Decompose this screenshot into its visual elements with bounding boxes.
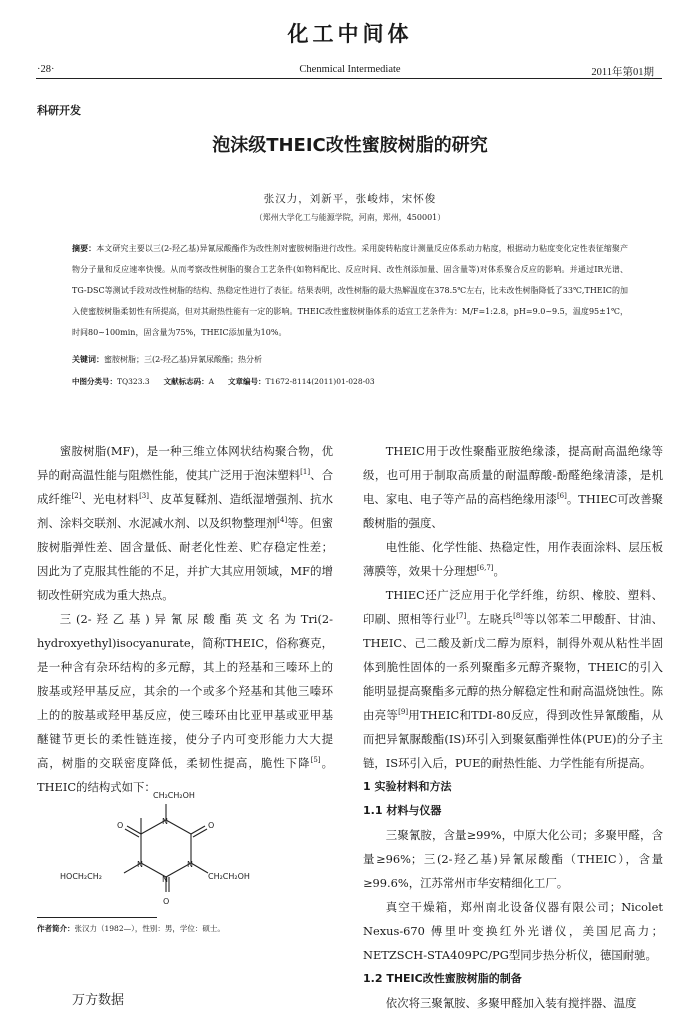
structure-label-top: CH₂CH₂OH <box>153 791 195 800</box>
citation[interactable]: [8] <box>513 612 524 621</box>
citation[interactable]: [9] <box>398 708 409 717</box>
subsection-heading: 1.2 THEIC改性蜜胺树脂的制备 <box>363 972 522 985</box>
watermark: 万方数据 <box>72 993 125 1008</box>
paragraph: 依次将三聚氰胺、多聚甲醛加入装有搅拌器、温度 <box>385 996 637 1010</box>
page-number: ·28· <box>37 64 55 75</box>
keywords <box>72 354 262 365</box>
footnote-label: 作者简介： <box>37 924 75 933</box>
structure-label-o: O <box>163 897 170 906</box>
author-footnote <box>37 923 225 934</box>
doc-code-label: 文献标志码： <box>163 377 209 386</box>
right-column <box>363 439 663 1015</box>
citation[interactable]: [3] <box>139 492 149 501</box>
journal-english-name: Chenmical Intermediate <box>299 64 401 75</box>
abstract-line: 响。并通过IR光谱、TG-DSC等测试手段对改性树脂的结构、热稳定性进行了表征。结果表明，改性树脂的最大热解温度在378.5℃左右，比未改性树 <box>72 265 628 295</box>
section-tag: 科研开发 <box>37 104 81 117</box>
structure-label-right: CH₂CH₂OH <box>208 872 250 881</box>
citation[interactable]: [7] <box>456 612 467 621</box>
authors: 张汉力，刘新平，张峻炜，宋怀俊 <box>263 193 437 205</box>
citation[interactable]: [5] <box>310 756 321 765</box>
issue-number: 2011年第01期 <box>591 67 654 78</box>
structure-label-n: N <box>187 860 193 869</box>
paragraph: 蜜胺树脂(MF)，是一种三维立体网状结构聚合物，优异的耐高温性能与阻燃性能，使其广泛用于泡沫塑料[1]、合成纤维[2]、光电材料[3]、皮革复鞣剂、造纸湿增强剂、抗水剂、涂料交联剂、水泥减水剂、以及织物整理剂[4]等。但蜜胺树脂弹性差、固含量低、耐老化性差、贮存稳定性差；因此为了克服其性能的不足，并扩大其应用领域，MF的增韧改性研究成为重大热点。 <box>37 444 333 602</box>
paper-title: 泡沫级THEIC改性蜜胺树脂的研究 <box>212 135 488 156</box>
clc-label: 中图分类号： <box>72 377 117 386</box>
header-rule <box>36 78 662 79</box>
subsection-heading: 1.1 材料与仪器 <box>363 804 442 817</box>
affiliation: （郑州大学化工与能源学院，河南，郑州，450001） <box>254 213 446 222</box>
abstract <box>72 238 628 343</box>
footnote-text: 张汉力（1982—），性别：男，学位：硕士。 <box>74 924 225 933</box>
section-heading: 1 实验材料和方法 <box>363 780 452 793</box>
theic-structure-diagram <box>58 784 268 914</box>
citation[interactable]: [4] <box>277 516 288 525</box>
abstract-line: 性表征缩聚产物分子量和反应速率快慢。从而考察改性树脂的聚合工艺条件(如物料配比、反应时间、改性剂添加量、固含量等)对体系聚合反应的影 <box>72 244 629 274</box>
structure-label-o: O <box>117 821 124 830</box>
keywords-label: 关键词： <box>72 355 104 364</box>
citation[interactable]: [6] <box>556 492 567 501</box>
citation[interactable]: [2] <box>71 492 82 501</box>
article-id: T1672-8114(2011)01-028-03 <box>265 377 375 386</box>
clc-number: TQ323.3 <box>117 377 150 386</box>
classification-line <box>72 376 628 387</box>
article-id-label: 文章编号： <box>228 377 266 386</box>
abstract-line: pH=9.0~9.5，温度95±1℃，时间80~100min，固含量为75%，THEIC添加量为10%。 <box>72 307 629 337</box>
citation[interactable]: [1] <box>300 468 311 477</box>
structure-label-left: HOCH₂CH₂ <box>60 872 102 881</box>
footnote-rule <box>37 917 157 918</box>
doc-code: A <box>208 377 215 386</box>
structure-label-n: N <box>162 875 168 884</box>
paragraph: 三(2-羟乙基)异氰尿酸酯英文名为Tri(2-hydroxyethyl)isocyanurate，简称THEIC，俗称赛克，是一种含有杂环结构的多元醇，其上的羟基和三嗪环上的胺基或羟甲基反应，其余的一个或多个羟基和其他三嗪环上的的胺基或羟甲基反应，使三嗪环由比亚甲基或亚甲基醚键节更长的柔性链连接，使分子内可变形能力大大提高，树脂的交联密度降低，柔韧性提高，脆性下降[5]。THEIC的结构式如下： <box>37 612 333 794</box>
journal-masthead: 化工中间体 <box>287 22 413 46</box>
structure-label-o: O <box>208 821 215 830</box>
citation[interactable]: [6,7] <box>476 564 494 573</box>
left-column <box>37 439 333 799</box>
paragraph: 三聚氰胺，含量≥99%，中原大化公司；多聚甲醛，含量≥96%；三(2-羟乙基)异氰尿酸酯（THEIC），含量≥99.6%，江苏常州市华安精细化工厂。 <box>363 828 663 890</box>
paragraph: 电性能、化学性能、热稳定性，用作表面涂料、层压板薄膜等，效果十分理想[6,7]。 <box>363 540 663 578</box>
abstract-label: 摘要： <box>72 244 97 253</box>
paragraph: THIEC还广泛应用于化学纤维，纺织、橡胶、塑料、印刷、照相等行业[7]。左晓兵[8]等以邻苯二甲酸酐、甘油、THEIC、己二酸及新戊二醇为原料，制得外观从粘性半固体到脆性固体的一系列聚酯多元醇齐聚物，THEIC的引入能明显提高聚酯多元醇的热分解稳定性和耐高温烧蚀性。陈由亮等[9]用THEIC和TDI-80反应，得到改性异氰酸酯，从而把异氰脲酸酯(IS)环引入到聚氨酯弹性体(PUE)的分子主链，IS环引入后，PUE的耐热性能、力学性能有所提高。 <box>363 588 663 770</box>
structure-label-n: N <box>137 860 143 869</box>
structure-label-n: N <box>162 817 168 826</box>
abstract-line: 脂降低了33℃,THEIC的加入使蜜胺树脂柔韧性有所提高，但对其耐热性能有一定的影响。THEIC改性蜜胺树脂体系的适宜工艺条件为：M/F=1:2.8， <box>72 286 628 316</box>
paragraph: THEIC用于改性聚酯亚胺绝缘漆，提高耐高温绝缘等级，也可用于制取高质量的耐温醇酸-酚醛绝缘清漆，是机电、家电、电子等产品的高档绝缘用漆[6]。THIEC可改善聚酸树脂的强度、 <box>363 444 663 530</box>
keywords-text: 蜜胺树脂；三(2-羟乙基)异氰尿酸酯；热分析 <box>104 355 263 364</box>
abstract-line: 本文研究主要以三(2-羟乙基)异氰尿酸酯作为改性剂对蜜胺树脂进行改性。采用旋转粘度计测量反应体系动力粘度，根据动力粘度变化定 <box>96 244 580 253</box>
paragraph: 真空干燥箱，郑州南北设备仪器有限公司；Nicolet Nexus-670 傅里叶变换红外光谱仪，美国尼高力；NETZSCH-STA409PC/PG型同步热分析仪，德国耐驰。 <box>363 900 663 962</box>
